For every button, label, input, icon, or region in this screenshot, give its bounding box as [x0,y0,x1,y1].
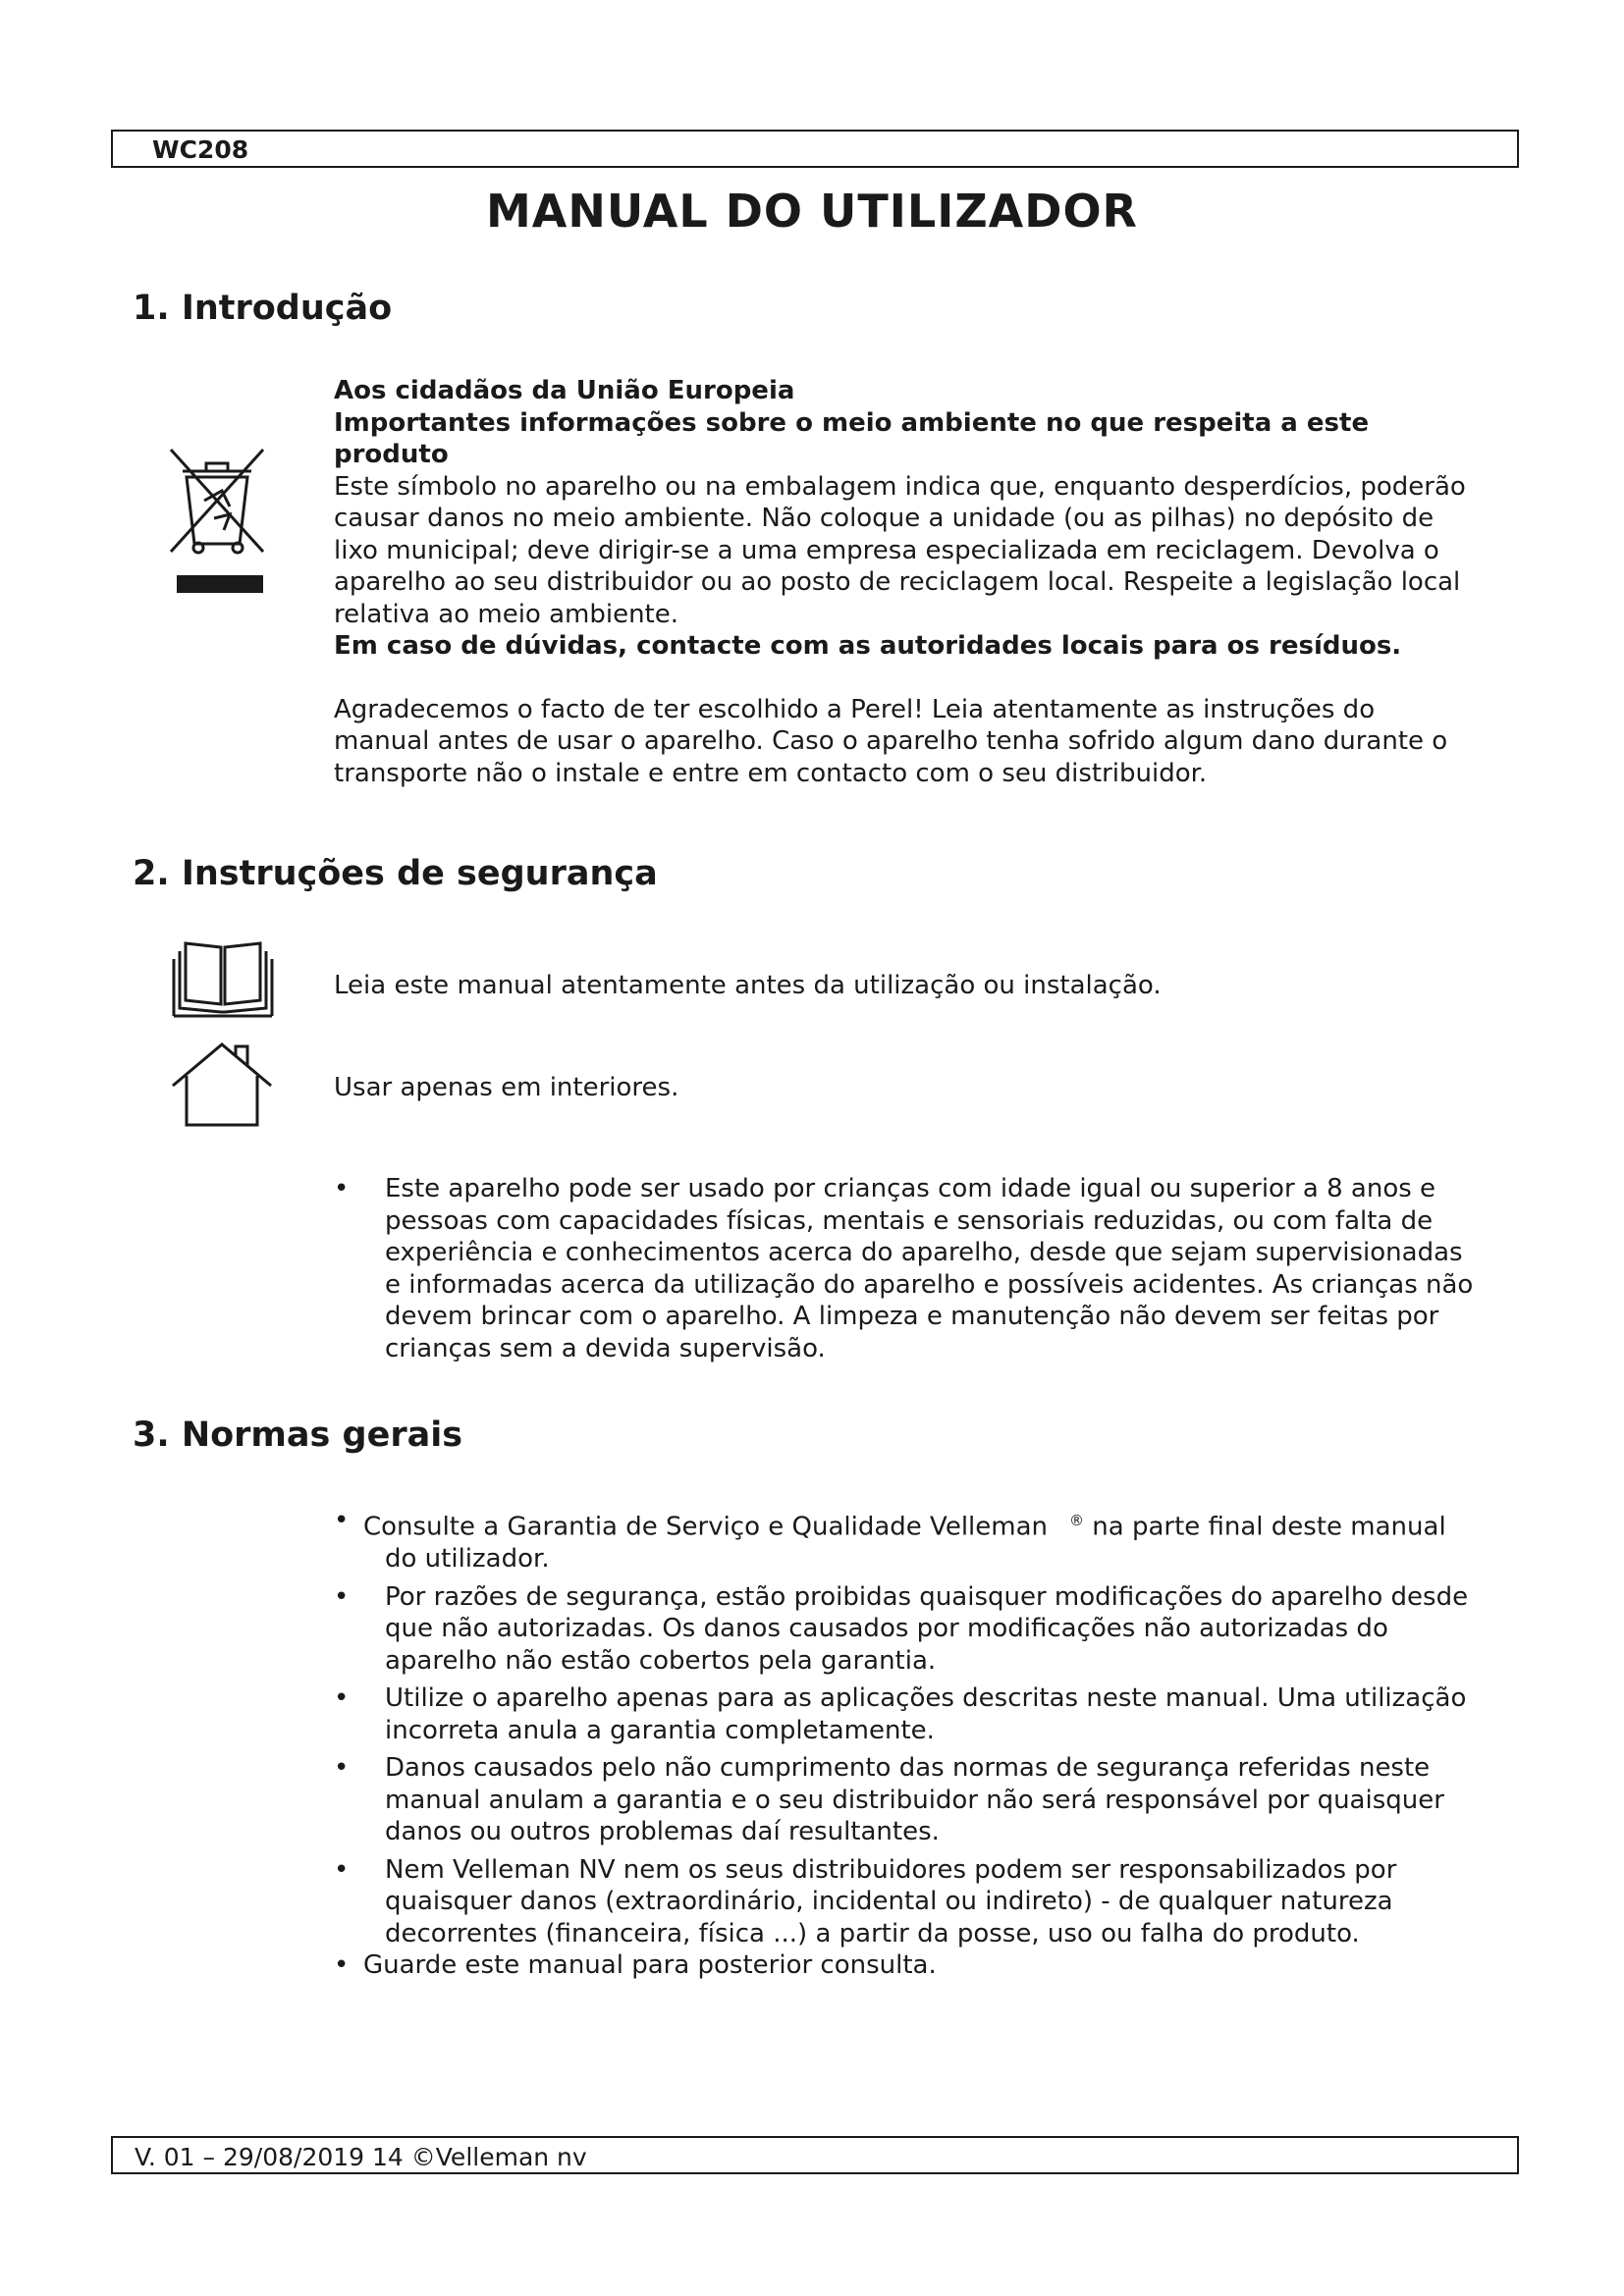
read-manual-book-icon [172,937,274,1018]
environment-info [334,375,1483,789]
list-item [334,1752,1483,1848]
section-heading-general: 3. Normas gerais [133,1415,463,1455]
bullet-text-line: pessoas com capacidades físicas, mentais e sensoriais reduzidas, ou com falta de [385,1205,1434,1236]
thanks-text-line: manual antes de usar o aparelho. Caso o aparelho tenha sofrido algum dano durante o [334,726,1448,756]
general-bullet-list [334,1505,1483,1982]
bullet-text-line: que não autorizadas. Os danos causados por modificações não autorizadas do [385,1614,1388,1644]
list-item [334,1682,1483,1746]
thanks-text-line: Agradecemos o facto de ter escolhido a Perel! Leia atentamente as instruções do [334,694,1376,724]
bullet-icon: • [334,1581,350,1612]
bullet-text-part: Consulte a Garantia de Serviço e Qualidade Velleman [363,1512,1048,1542]
bullet-text-line: Nem Velleman NV nem os seus distribuidores podem ser responsabilizados por [385,1854,1397,1885]
bullet-text-part: na parte final deste manual [1092,1512,1446,1542]
safety-bullet-list [334,1173,1483,1364]
list-item [334,1854,1483,1950]
bullet-text-line: incorreta anula a garantia completamente. [385,1715,935,1745]
list-item [334,1505,1483,1575]
section-heading-safety: 2. Instruções de segurança [133,854,658,893]
footer-box [111,2136,1519,2174]
bullet-text-line: Por razões de segurança, estão proibidas quaisquer modificações do aparelho desde [385,1581,1469,1612]
bullet-text-line: Danos causados pelo não cumprimento das normas de segurança referidas neste [385,1753,1431,1784]
bullet-icon: • [334,1753,350,1784]
bullet-icon: • [334,1506,350,1535]
bullet-text-line: danos ou outros problemas daí resultantes. [385,1817,940,1847]
footer-version: V. 01 – 29/08/2019 14 ©Velleman nv [135,2143,587,2171]
section-heading-introduction: 1. Introdução [133,289,393,328]
bullet-icon: • [334,1683,350,1714]
bullet-text-line: Guarde este manual para posterior consulta. [363,1950,937,1981]
env-info-heading-line2: produto [334,440,449,469]
env-text-line: aparelho ao seu distribuidor ou ao posto de reciclagem local. Respeite a legislação local [334,567,1461,597]
eu-citizens-heading: Aos cidadãos da União Europeia [334,376,795,405]
bullet-text-line: quaisquer danos (extraordinário, incidental ou indireto) - de qualquer natureza [385,1887,1393,1917]
page-title: MANUAL DO UTILIZADOR [486,185,1138,238]
indoor-use-house-icon [169,1039,275,1129]
bullet-text-line [363,1505,1483,1543]
bullet-text-line: decorrentes (financeira, física ...) a partir da posse, uso ou falha do produto. [385,1918,1360,1949]
list-item [334,1581,1483,1678]
list-item [334,1173,1483,1364]
bullet-text-line: aparelho não estão cobertos pela garantia. [385,1645,937,1676]
bullet-text-line: manual anulam a garantia e o seu distribuidor não será responsável por quaisquer [385,1785,1444,1815]
bullet-text-line: crianças sem a devida supervisão. [385,1333,826,1363]
thanks-text-line: transporte não o instale e entre em contacto com o seu distribuidor. [334,758,1208,788]
read-manual-text: Leia este manual atentamente antes da utilização ou instalação. [334,971,1162,1000]
env-text-line: causar danos no meio ambiente. Não coloque a unidade (ou as pilhas) no depósito de [334,504,1435,533]
env-info-heading-line1: Importantes informações sobre o meio ambiente no que respeita a este [334,407,1370,438]
bullet-text-line: do utilizador. [385,1544,550,1575]
env-text-line: Este símbolo no aparelho ou na embalagem indica que, enquanto desperdícios, poderão [334,471,1466,502]
bullet-icon: • [334,1950,350,1981]
bullet-text-line: e informadas acerca da utilização do aparelho e possíveis acidentes. As crianças não [385,1269,1474,1300]
bullet-icon: • [334,1174,350,1203]
bullet-text-line: experiência e conhecimentos acerca do aparelho, desde que sejam supervisionadas [385,1238,1463,1267]
registered-mark: ® [1069,1512,1084,1529]
env-text-line: lixo municipal; deve dirigir-se a uma empresa especializada em reciclagem. Devolva o [334,535,1439,565]
local-authorities-note: Em caso de dúvidas, contacte com as autoridades locais para os resíduos. [334,631,1402,661]
env-text-line: relativa ao meio ambiente. [334,599,679,629]
header-box [111,130,1519,168]
bullet-text-line: devem brincar com o aparelho. A limpeza e manutenção não devem ser feitas por [385,1302,1439,1331]
weee-bin-icon [165,442,275,599]
bullet-text-line: Utilize o aparelho apenas para as aplicações descritas neste manual. Uma utilização [385,1683,1467,1714]
indoor-use-text: Usar apenas em interiores. [334,1073,679,1102]
bullet-icon: • [334,1854,350,1885]
list-item [334,1949,1483,1982]
bullet-text-line: Este aparelho pode ser usado por crianças com idade igual ou superior a 8 anos e [385,1174,1436,1203]
model-number: WC208 [152,135,249,164]
